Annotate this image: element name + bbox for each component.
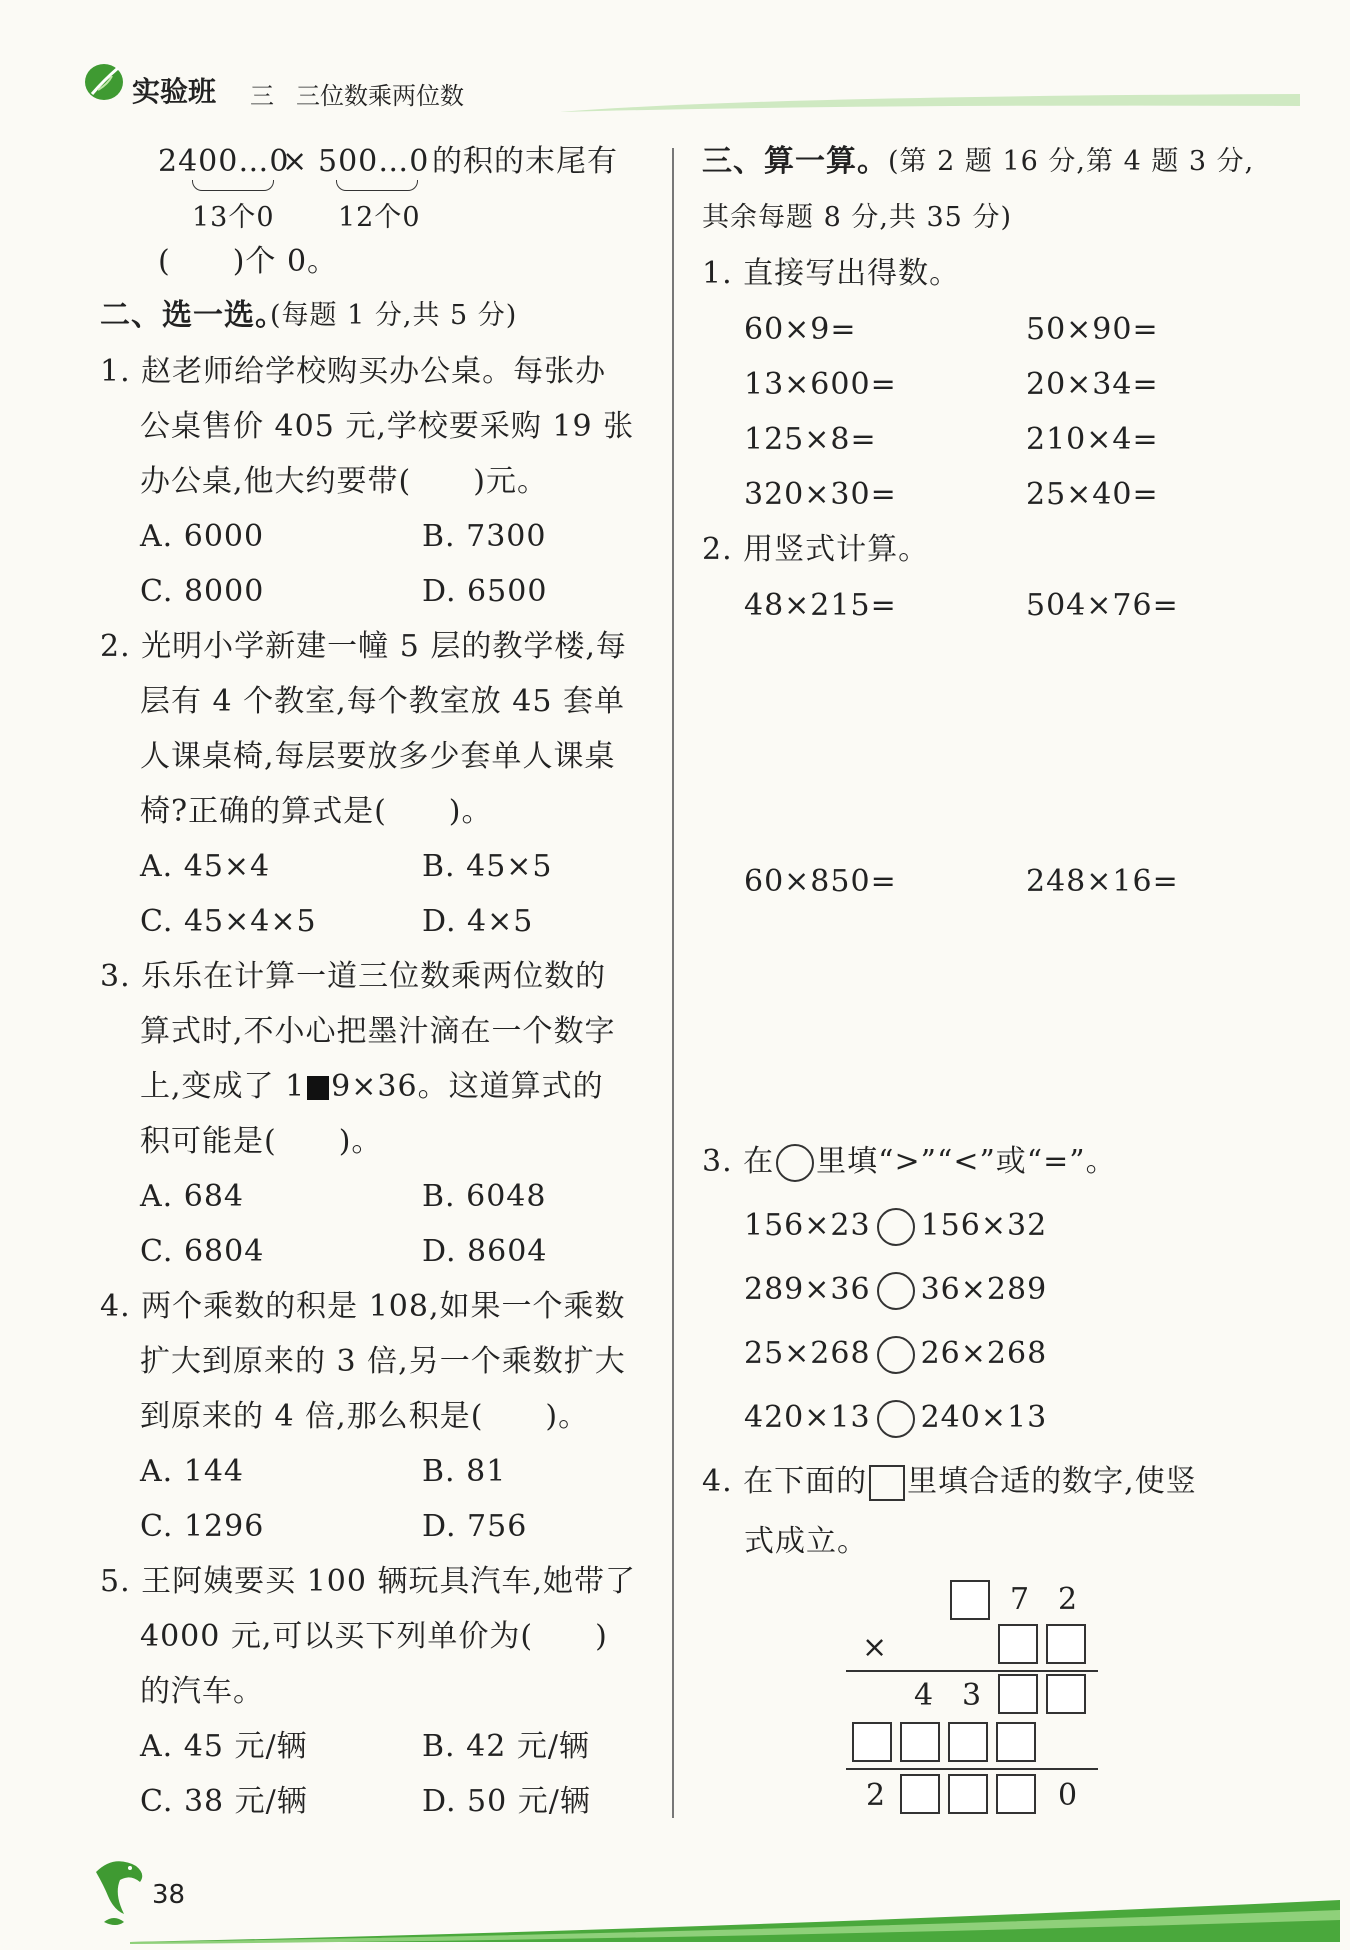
section2-title: 二、选一选。 bbox=[100, 298, 286, 333]
digit-2: 2 bbox=[1058, 1582, 1079, 1617]
compare-circle-sample bbox=[776, 1144, 814, 1182]
compare-row-1 bbox=[744, 1206, 1047, 1246]
p3-title-post: 里填“>”“<”或“=”。 bbox=[816, 1144, 1117, 1179]
q5-line2: 4000 元,可以买下列单价为( ) bbox=[140, 1619, 608, 1654]
q2-option-c[interactable]: C. 45×4×5 bbox=[140, 904, 317, 939]
p4-title-post: 里填合适的数字,使竖 bbox=[907, 1464, 1197, 1499]
digit-4: 4 bbox=[914, 1678, 935, 1713]
ink-blot bbox=[307, 1076, 329, 1100]
q1-option-a[interactable]: A. 6000 bbox=[140, 519, 265, 554]
q2-option-d[interactable]: D. 4×5 bbox=[422, 904, 534, 939]
q2-line4: 椅?正确的算式是( )。 bbox=[140, 794, 493, 829]
compare-left: 420×13 bbox=[744, 1400, 871, 1435]
header-chapter: 三 bbox=[250, 82, 274, 110]
section3-note1: (第 2 题 16 分,第 4 题 3 分, bbox=[888, 146, 1255, 177]
p2-item-4: 248×16= bbox=[1026, 864, 1179, 899]
digit-box[interactable] bbox=[948, 1774, 988, 1814]
p4-title-pre: 4. 在下面的 bbox=[702, 1464, 868, 1499]
brace-1 bbox=[192, 180, 274, 191]
q3-line3 bbox=[140, 1067, 604, 1107]
footer-swoosh bbox=[0, 1880, 1350, 1950]
digit-box[interactable] bbox=[998, 1624, 1038, 1664]
leaf-logo-icon bbox=[82, 60, 126, 104]
p1-item-1: 60×9= bbox=[744, 312, 857, 347]
section3-title: 三、算一算。 bbox=[702, 144, 888, 179]
q4-line1: 4. 两个乘数的积是 108,如果一个乘数 bbox=[100, 1289, 626, 1324]
q3-line1: 3. 乐乐在计算一道三位数乘两位数的 bbox=[100, 959, 607, 994]
p4-title bbox=[702, 1462, 1197, 1502]
q4-option-d[interactable]: D. 756 bbox=[422, 1509, 528, 1544]
p1-item-7: 320×30= bbox=[744, 477, 897, 512]
blank-box-sample bbox=[869, 1465, 905, 1501]
tail-suffix: 的积的末尾有 bbox=[432, 144, 618, 179]
digit-7: 7 bbox=[1010, 1582, 1031, 1617]
q3-option-b[interactable]: B. 6048 bbox=[422, 1179, 547, 1214]
brace-2 bbox=[336, 180, 418, 191]
compare-right: 36×289 bbox=[920, 1272, 1048, 1307]
p1-item-4: 20×34= bbox=[1026, 367, 1159, 402]
q4-line2: 扩大到原来的 3 倍,另一个乘数扩大 bbox=[140, 1344, 626, 1379]
digit-box[interactable] bbox=[852, 1722, 892, 1762]
q3-line3-post: 9×36。这道算式的 bbox=[331, 1069, 604, 1104]
times-sign: × bbox=[862, 1630, 889, 1665]
rule-line-1 bbox=[846, 1670, 1098, 1672]
q5-line1: 5. 王阿姨要买 100 辆玩具汽车,她带了 bbox=[100, 1564, 637, 1599]
digit-3: 3 bbox=[962, 1678, 983, 1713]
section3-note2: 其余每题 8 分,共 35 分) bbox=[702, 202, 1012, 233]
digit-box[interactable] bbox=[996, 1774, 1036, 1814]
p3-title bbox=[702, 1142, 1117, 1182]
compare-left: 289×36 bbox=[744, 1272, 871, 1307]
tail-zeros2: 12个0 bbox=[338, 202, 421, 233]
compare-row-2 bbox=[744, 1270, 1047, 1310]
compare-left: 25×268 bbox=[744, 1336, 871, 1371]
p1-item-8: 25×40= bbox=[1026, 477, 1159, 512]
compare-circle[interactable] bbox=[877, 1336, 915, 1374]
tail-blank-line: ( )个 0。 bbox=[158, 244, 339, 279]
compare-row-4 bbox=[744, 1398, 1047, 1438]
q4-option-a[interactable]: A. 144 bbox=[140, 1454, 244, 1489]
digit-box[interactable] bbox=[900, 1774, 940, 1814]
p3-title-pre: 3. 在 bbox=[702, 1144, 775, 1179]
header-subtitle: 三位数乘两位数 bbox=[296, 82, 464, 110]
q5-option-c[interactable]: C. 38 元/辆 bbox=[140, 1784, 308, 1819]
compare-circle[interactable] bbox=[877, 1208, 915, 1246]
q1-option-c[interactable]: C. 8000 bbox=[140, 574, 265, 609]
p2-item-2: 504×76= bbox=[1026, 588, 1179, 623]
header-title: 实验班 bbox=[132, 75, 217, 108]
compare-right: 26×268 bbox=[920, 1336, 1048, 1371]
q3-option-c[interactable]: C. 6804 bbox=[140, 1234, 265, 1269]
digit-box[interactable] bbox=[1046, 1674, 1086, 1714]
compare-circle[interactable] bbox=[877, 1400, 915, 1438]
q4-line3: 到原来的 4 倍,那么积是( )。 bbox=[140, 1399, 590, 1434]
compare-left: 156×23 bbox=[744, 1208, 871, 1243]
p1-item-3: 13×600= bbox=[744, 367, 897, 402]
section2-note: (每题 1 分,共 5 分) bbox=[270, 300, 518, 331]
compare-right: 156×32 bbox=[920, 1208, 1048, 1243]
q5-option-b[interactable]: B. 42 元/辆 bbox=[422, 1729, 590, 1764]
digit-box[interactable] bbox=[948, 1722, 988, 1762]
page-number: 38 bbox=[152, 1880, 186, 1910]
digit-0: 0 bbox=[1058, 1778, 1079, 1813]
header-swoosh bbox=[560, 92, 1300, 114]
dolphin-icon bbox=[84, 1852, 150, 1932]
q3-option-a[interactable]: A. 684 bbox=[140, 1179, 244, 1214]
p1-item-2: 50×90= bbox=[1026, 312, 1159, 347]
q3-line2: 算式时,不小心把墨汁滴在一个数字 bbox=[140, 1014, 616, 1049]
q2-option-a[interactable]: A. 45×4 bbox=[140, 849, 271, 884]
p2-item-1: 48×215= bbox=[744, 588, 897, 623]
digit-box[interactable] bbox=[998, 1674, 1038, 1714]
compare-row-3 bbox=[744, 1334, 1047, 1374]
q1-line2: 公桌售价 405 元,学校要采购 19 张 bbox=[140, 409, 635, 444]
tail-factor2: 500…0 bbox=[318, 144, 430, 179]
p1-item-6: 210×4= bbox=[1026, 422, 1159, 457]
q2-line2: 层有 4 个教室,每个教室放 45 套单 bbox=[140, 684, 625, 719]
compare-right: 240×13 bbox=[920, 1400, 1048, 1435]
q5-option-d[interactable]: D. 50 元/辆 bbox=[422, 1784, 591, 1819]
q1-option-b[interactable]: B. 7300 bbox=[422, 519, 547, 554]
q1-line1: 1. 赵老师给学校购买办公桌。每张办 bbox=[100, 354, 607, 389]
q2-line3: 人课桌椅,每层要放多少套单人课桌 bbox=[140, 739, 616, 774]
digit-box[interactable] bbox=[996, 1722, 1036, 1762]
p4-line2: 式成立。 bbox=[744, 1524, 868, 1559]
digit-box[interactable] bbox=[950, 1580, 990, 1620]
digit-box[interactable] bbox=[900, 1722, 940, 1762]
p1-item-5: 125×8= bbox=[744, 422, 877, 457]
q2-option-b[interactable]: B. 45×5 bbox=[422, 849, 553, 884]
q3-line4: 积可能是( )。 bbox=[140, 1124, 383, 1159]
p1-title: 1. 直接写出得数。 bbox=[702, 256, 961, 291]
q1-option-d[interactable]: D. 6500 bbox=[422, 574, 548, 609]
compare-circle[interactable] bbox=[877, 1272, 915, 1310]
q2-line1: 2. 光明小学新建一幢 5 层的教学楼,每 bbox=[100, 629, 627, 664]
q4-option-b[interactable]: B. 81 bbox=[422, 1454, 507, 1489]
q5-option-a[interactable]: A. 45 元/辆 bbox=[140, 1729, 308, 1764]
column-divider bbox=[672, 148, 674, 1818]
q1-line3: 办公桌,他大约要带( )元。 bbox=[140, 464, 548, 499]
tail-factor1: 2400…0 bbox=[158, 144, 290, 179]
q3-line3-pre: 上,变成了 1 bbox=[140, 1069, 306, 1104]
digit-box[interactable] bbox=[1046, 1624, 1086, 1664]
tail-times: × bbox=[282, 144, 309, 179]
rule-line-2 bbox=[846, 1768, 1098, 1770]
q5-line3: 的汽车。 bbox=[140, 1674, 264, 1709]
q4-option-c[interactable]: C. 1296 bbox=[140, 1509, 265, 1544]
p2-title: 2. 用竖式计算。 bbox=[702, 532, 930, 567]
digit-2b: 2 bbox=[866, 1778, 887, 1813]
tail-zeros1: 13个0 bbox=[192, 202, 275, 233]
q3-option-d[interactable]: D. 8604 bbox=[422, 1234, 548, 1269]
p2-item-3: 60×850= bbox=[744, 864, 897, 899]
